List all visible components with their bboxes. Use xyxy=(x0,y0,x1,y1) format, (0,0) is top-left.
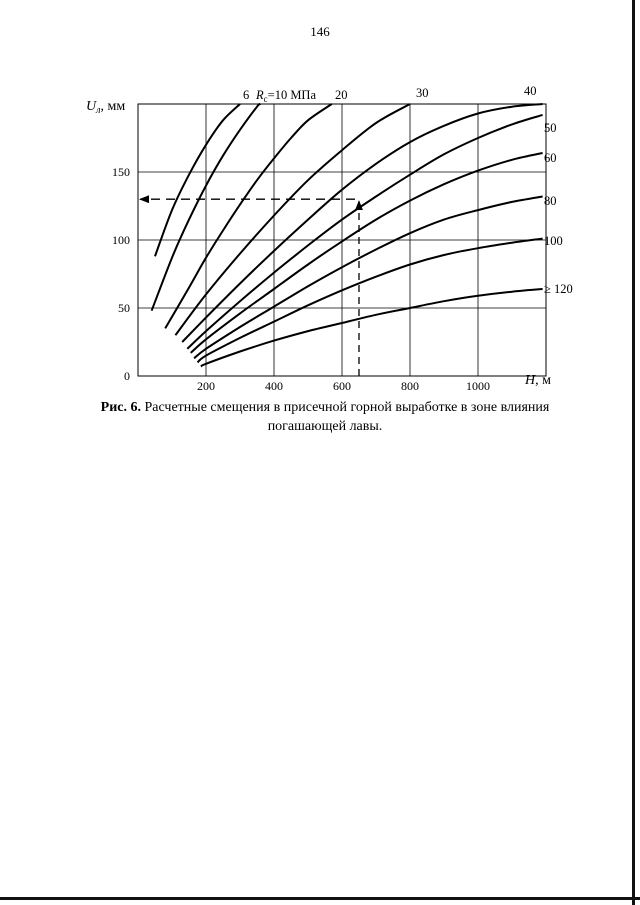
y-tick-label: 150 xyxy=(112,165,130,179)
curve-label-60: 60 xyxy=(544,151,557,165)
x-tick-labels xyxy=(197,379,490,393)
curve-rc-40 xyxy=(182,104,542,342)
y-tick-labels xyxy=(112,165,130,383)
x-tick-label: 200 xyxy=(197,379,215,393)
curve-rc-100 xyxy=(198,239,543,363)
x-tick-label: 800 xyxy=(401,379,419,393)
curve-label-80: 80 xyxy=(544,194,557,208)
x-tick-label: 400 xyxy=(265,379,283,393)
figure-caption xyxy=(80,398,570,436)
curve-label-50: 50 xyxy=(544,121,557,135)
curve-label-30: 30 xyxy=(416,86,429,100)
curve-label-100: 100 xyxy=(544,234,563,248)
curve-label-20: 20 xyxy=(335,88,348,102)
curve-rc-60 xyxy=(191,153,543,353)
chart-grid xyxy=(138,104,546,376)
y-tick-label: 50 xyxy=(118,301,130,315)
curve-label-40: 40 xyxy=(524,84,537,98)
curve-rc-120 xyxy=(201,289,543,367)
chart-curves xyxy=(152,104,543,367)
y-axis-label: $U_л$, мм xyxy=(86,99,126,116)
page-border-bottom xyxy=(0,897,640,900)
curve-rc-6 xyxy=(155,104,240,256)
caption-label: Рис. 6. xyxy=(100,400,141,415)
curve-label-6: 6 xyxy=(243,88,250,102)
y-tick-label: 0 xyxy=(124,369,130,383)
x-axis-label: H, м xyxy=(525,373,551,388)
chart-figure xyxy=(0,0,640,400)
caption-text: Расчетные смещения в присечной горной выработке в зоне влияния погашающей лавы. xyxy=(144,400,550,434)
y-tick-label: 100 xyxy=(112,233,130,247)
x-tick-label: 600 xyxy=(333,379,351,393)
curve-label-120: ≥ 120 xyxy=(544,282,573,296)
curve-label-10: $R_с=10$ МПа xyxy=(256,88,317,104)
page-number: 146 xyxy=(310,24,330,39)
chart-annotation xyxy=(140,199,359,376)
x-tick-label: 1000 xyxy=(466,379,490,393)
